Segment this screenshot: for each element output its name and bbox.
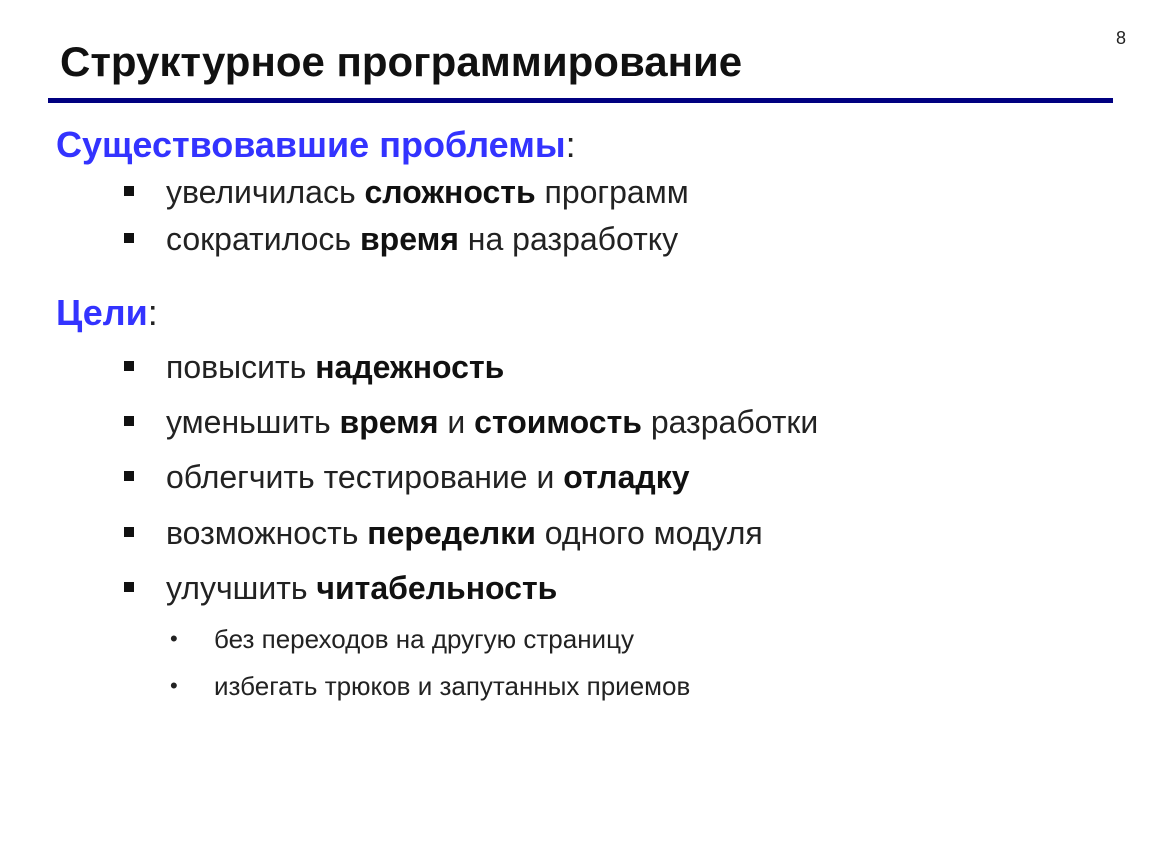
goal-emphasis: время [339,404,439,440]
problem-text: на разработку [458,221,679,257]
round-bullet-icon: • [170,673,178,698]
square-bullet-icon [124,361,134,371]
title-divider [48,98,1113,103]
page-number: 8 [1115,28,1126,48]
goals-heading-text: Цели [56,292,148,333]
square-bullet-icon [124,233,134,243]
square-bullet-icon [124,186,134,196]
problem-emphasis: сложность [364,174,536,210]
problem-text: увеличилась [166,174,365,210]
square-bullet-icon [124,582,134,592]
goal-item [124,515,763,552]
goal-emphasis: читабельность [316,570,558,606]
problem-item [124,174,689,211]
goal-emphasis: стоимость [474,404,642,440]
square-bullet-icon [124,527,134,537]
goal-sub-item [170,671,690,702]
goal-text: облегчить тестирование и [166,459,564,495]
goals-heading [56,292,158,334]
round-bullet-icon: • [170,626,178,651]
goal-emphasis: переделки [367,515,536,551]
goal-text: улучшить [166,570,317,606]
goal-sub-item [170,624,634,655]
goals-heading-colon: : [147,292,158,333]
goal-text: уменьшить [166,404,340,440]
problem-text: программ [535,174,689,210]
goal-emphasis: отладку [563,459,690,495]
goal-emphasis: надежность [315,349,505,385]
goal-item [124,349,504,386]
goal-item [124,570,557,607]
goal-item [124,404,818,441]
problems-heading-text: Существовавшие проблемы [56,124,566,165]
problem-text: сократилось [166,221,360,257]
square-bullet-icon [124,471,134,481]
goal-text: разработки [641,404,819,440]
problem-item [124,221,678,258]
goal-item [124,459,690,496]
problem-emphasis: время [359,221,459,257]
goal-text: одного модуля [535,515,763,551]
goal-text: повысить [166,349,316,385]
square-bullet-icon [124,416,134,426]
problems-heading-colon: : [565,124,576,165]
goal-sub-text: избегать трюков и запутанных приемов [214,671,691,701]
slide-title: Структурное программирование [60,38,743,85]
goal-text: возможность [166,515,368,551]
goal-text: и [438,404,475,440]
problems-heading [56,124,576,166]
goal-sub-text: без переходов на другую страницу [214,624,634,654]
